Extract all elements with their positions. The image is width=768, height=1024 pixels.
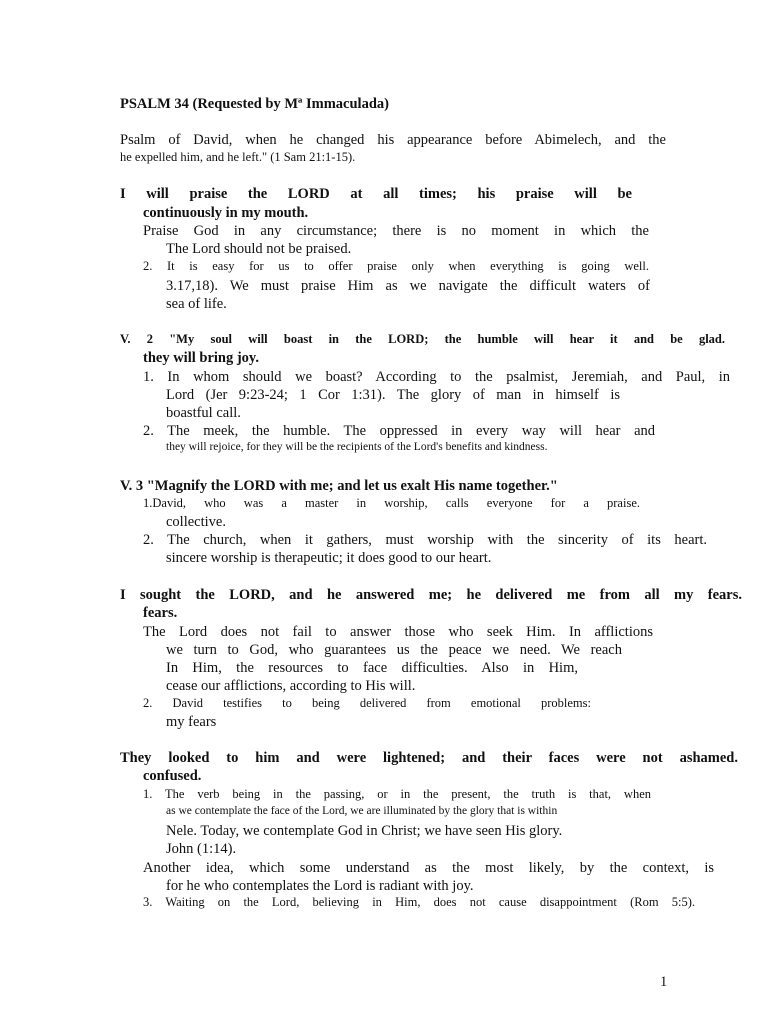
body-line: Nele. Today, we contemplate God in Christ; we have seen His glory. [166, 823, 563, 839]
intro-line: Psalm of David, when he changed his appearance before Abimelech, and the [120, 132, 666, 148]
section-heading: fears. [143, 605, 178, 621]
body-line: Another idea, which some understand as the most likely, by the context, is [143, 860, 714, 876]
body-line: The Lord should not be praised. [166, 241, 352, 257]
document-title: PSALM 34 (Requested by Mª Immaculada) [120, 96, 389, 112]
body-line: they will rejoice, for they will be the recipients of the Lord's benefits and kindness. [166, 441, 548, 453]
body-line: The Lord does not fail to answer those who seek Him. In afflictions [143, 624, 653, 640]
section-heading: confused. [143, 768, 202, 784]
body-line: for he who contemplates the Lord is radiant with joy. [166, 878, 474, 894]
body-line: Lord (Jer 9:23-24; 1 Cor 1:31). The glory of man in himself is [166, 387, 620, 403]
body-line: collective. [166, 514, 226, 530]
body-line: sincere worship is therapeutic; it does good to our heart. [166, 550, 492, 566]
body-line: as we contemplate the face of the Lord, we are illuminated by the glory that is within [166, 805, 558, 817]
section-heading: V. 2 "My soul will boast in the LORD; the humble will hear it and be glad. [120, 332, 725, 346]
list-item: 3. Waiting on the Lord, believing in Him, does not cause disappointment (Rom 5:5). [143, 895, 695, 909]
list-item: 2. The meek, the humble. The oppressed in every way will hear and [143, 423, 655, 439]
list-item: 2. It is easy for us to offer praise only when everything is going well. [143, 259, 649, 273]
body-line: cease our afflictions, according to His will. [166, 678, 416, 694]
body-line: Praise God in any circumstance; there is no moment in which the [143, 223, 649, 239]
section-heading: V. 3 "Magnify the LORD with me; and let us exalt His name together." [120, 478, 558, 494]
body-line: In Him, the resources to face difficulties. Also in Him, [166, 660, 578, 676]
section-heading: I will praise the LORD at all times; his praise will be [120, 186, 632, 202]
list-item: 2. The church, when it gathers, must worship with the sincerity of its heart. [143, 532, 707, 548]
section-heading: they will bring joy. [143, 350, 260, 366]
body-line: my fears [166, 714, 217, 730]
body-line: John (1:14). [166, 841, 237, 857]
body-line: we turn to God, who guarantees us the peace we need. We reach [166, 642, 622, 658]
section-heading: I sought the LORD, and he answered me; he delivered me from all my fears. [120, 587, 742, 603]
body-line: 3.17,18). We must praise Him as we navigate the difficult waters of [166, 278, 650, 294]
page-number: 1 [660, 974, 668, 990]
body-line: boastful call. [166, 405, 241, 421]
list-item: 1. The verb being in the passing, or in the present, the truth is that, when [143, 787, 651, 801]
list-item: 1.David, who was a master in worship, calls everyone for a praise. [143, 496, 640, 510]
section-heading: continuously in my mouth. [143, 205, 309, 221]
section-heading: They looked to him and were lightened; and their faces were not ashamed. [120, 750, 738, 766]
body-line: sea of life. [166, 296, 227, 312]
list-item: 2. David testifies to being delivered from emotional problems: [143, 696, 591, 710]
list-item: 1. In whom should we boast? According to the psalmist, Jeremiah, and Paul, in [143, 369, 730, 385]
intro-line: he expelled him, and he left." (1 Sam 21:1-15). [120, 150, 356, 164]
